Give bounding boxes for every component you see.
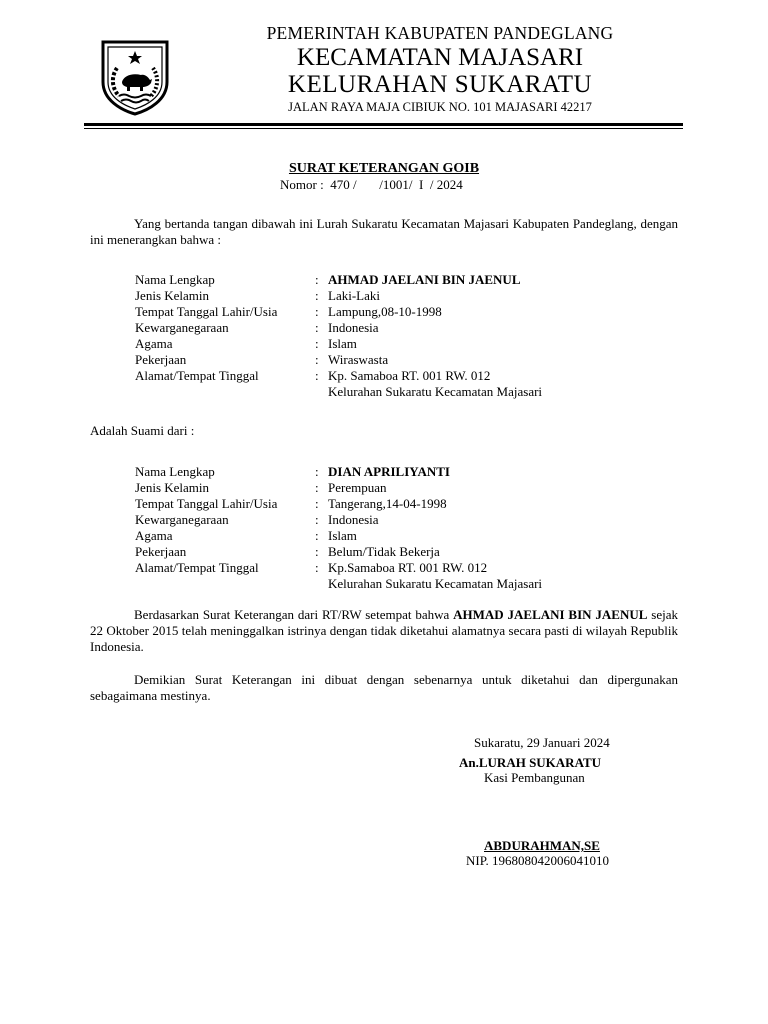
person2-row-citizenship: [135, 512, 695, 528]
letterhead-village: KELURAHAN SUKARATU: [287, 70, 593, 98]
field-value: Kelurahan Sukaratu Kecamatan Majasari: [328, 576, 543, 591]
field-colon: :: [315, 528, 319, 543]
field-colon: :: [315, 320, 319, 335]
letterhead-district: KECAMATAN MAJASARI: [296, 43, 584, 71]
field-value: Laki-Laki: [328, 288, 380, 303]
field-colon: :: [315, 288, 319, 303]
field-colon: :: [315, 512, 319, 527]
person2-row-name: [135, 464, 695, 480]
field-value: Islam: [328, 528, 357, 543]
field-value: Indonesia: [328, 320, 379, 335]
field-colon: :: [315, 352, 319, 367]
field-value: Kelurahan Sukaratu Kecamatan Majasari: [328, 384, 543, 399]
person1-row-occupation: [135, 352, 695, 368]
field-colon: :: [315, 560, 319, 575]
field-colon: :: [315, 272, 319, 287]
field-value: Wiraswasta: [328, 352, 389, 367]
person1-row-address: [135, 368, 695, 384]
person1-row-religion: [135, 336, 695, 352]
person1-row-birth: [135, 304, 695, 320]
field-value: Islam: [328, 336, 357, 351]
field-value: Perempuan: [328, 480, 387, 495]
field-colon: :: [315, 544, 319, 559]
field-value: AHMAD JAELANI BIN JAENUL: [328, 272, 521, 287]
field-label: Tempat Tanggal Lahir/Usia: [135, 304, 278, 319]
statement-paragraph: [90, 607, 678, 655]
field-label: Kewarganegaraan: [135, 512, 229, 527]
field-label: Nama Lengkap: [135, 272, 215, 287]
closing-paragraph: Demikian Surat Keterangan ini dibuat dengan sebenarnya untuk diketahui dan dipergunakan sebagaimana mestinya.: [90, 672, 678, 703]
field-label: Agama: [135, 528, 173, 543]
person2-row-address-cont: [135, 576, 695, 592]
field-label: Agama: [135, 336, 173, 351]
field-label: Alamat/Tempat Tinggal: [135, 368, 259, 383]
field-label: Jenis Kelamin: [135, 480, 210, 495]
field-label: Alamat/Tempat Tinggal: [135, 560, 259, 575]
signature-position: Kasi Pembangunan: [484, 770, 585, 785]
statement-text-cont: sejak 22 Oktober 2015 telah meninggalkan istrinya dengan tidak diketahui alamatnya secara pasti di wilayah Republik Indonesia.: [90, 607, 678, 654]
letterhead-regency: PEMERINTAH KABUPATEN PANDEGLANG: [266, 23, 614, 43]
field-colon: :: [315, 368, 319, 383]
letterhead: [180, 22, 700, 113]
letterhead-divider-thick: [84, 123, 683, 126]
letter-title: SURAT KETERANGAN GOIB: [288, 161, 480, 176]
field-value: Kp.Samaboa RT. 001 RW. 012: [328, 560, 488, 575]
statement-text: Berdasarkan Surat Keterangan dari RT/RW setempat bahwa: [134, 607, 454, 622]
letter-number: Nomor : 470 / /1001/ I / 2024: [280, 177, 463, 192]
field-colon: :: [315, 304, 319, 319]
person1-row-citizenship: [135, 320, 695, 336]
person2-row-birth: [135, 496, 695, 512]
field-colon: :: [315, 336, 319, 351]
person1-row-address-cont: [135, 384, 695, 400]
field-label: Tempat Tanggal Lahir/Usia: [135, 496, 278, 511]
field-value: DIAN APRILIYANTI: [328, 464, 450, 479]
person1-row-gender: [135, 288, 695, 304]
signature-on-behalf: An.LURAH SUKARATU: [459, 755, 602, 770]
person2-row-religion: [135, 528, 695, 544]
relation-line: Adalah Suami dari :: [90, 423, 195, 438]
signature-name: ABDURAHMAN,SE: [484, 838, 600, 853]
letterhead-divider-thin: [84, 128, 683, 129]
field-label: Pekerjaan: [135, 352, 187, 367]
field-colon: :: [315, 464, 319, 479]
field-value: Lampung,08-10-1998: [328, 304, 442, 319]
field-label: Pekerjaan: [135, 544, 187, 559]
field-value: Tangerang,14-04-1998: [328, 496, 447, 511]
person1-details: [135, 272, 695, 400]
signature-nip: NIP. 196808042006041010: [466, 853, 610, 868]
field-value: Kp. Samaboa RT. 001 RW. 012: [328, 368, 491, 383]
field-value: Belum/Tidak Bekerja: [328, 544, 440, 559]
statement-name: AHMAD JAELANI BIN JAENUL: [453, 607, 648, 622]
field-colon: :: [315, 480, 319, 495]
signature-place-date: Sukaratu, 29 Januari 2024: [474, 735, 610, 750]
letterhead-address: JALAN RAYA MAJA CIBIUK NO. 101 MAJASARI 42217: [288, 99, 592, 114]
field-value: Indonesia: [328, 512, 379, 527]
intro-paragraph: Yang bertanda tangan dibawah ini Lurah Sukaratu Kecamatan Majasari Kabupaten Pandeglang, dengan ini menerangkan bahwa :: [90, 216, 678, 247]
person2-row-gender: [135, 480, 695, 496]
person2-details: [135, 464, 695, 592]
person2-row-address: [135, 560, 695, 576]
person1-row-name: [135, 272, 695, 288]
person2-row-occupation: [135, 544, 695, 560]
field-label: Jenis Kelamin: [135, 288, 210, 303]
field-label: Kewarganegaraan: [135, 320, 229, 335]
field-colon: :: [315, 496, 319, 511]
field-label: Nama Lengkap: [135, 464, 215, 479]
regency-emblem-icon: [97, 38, 173, 116]
